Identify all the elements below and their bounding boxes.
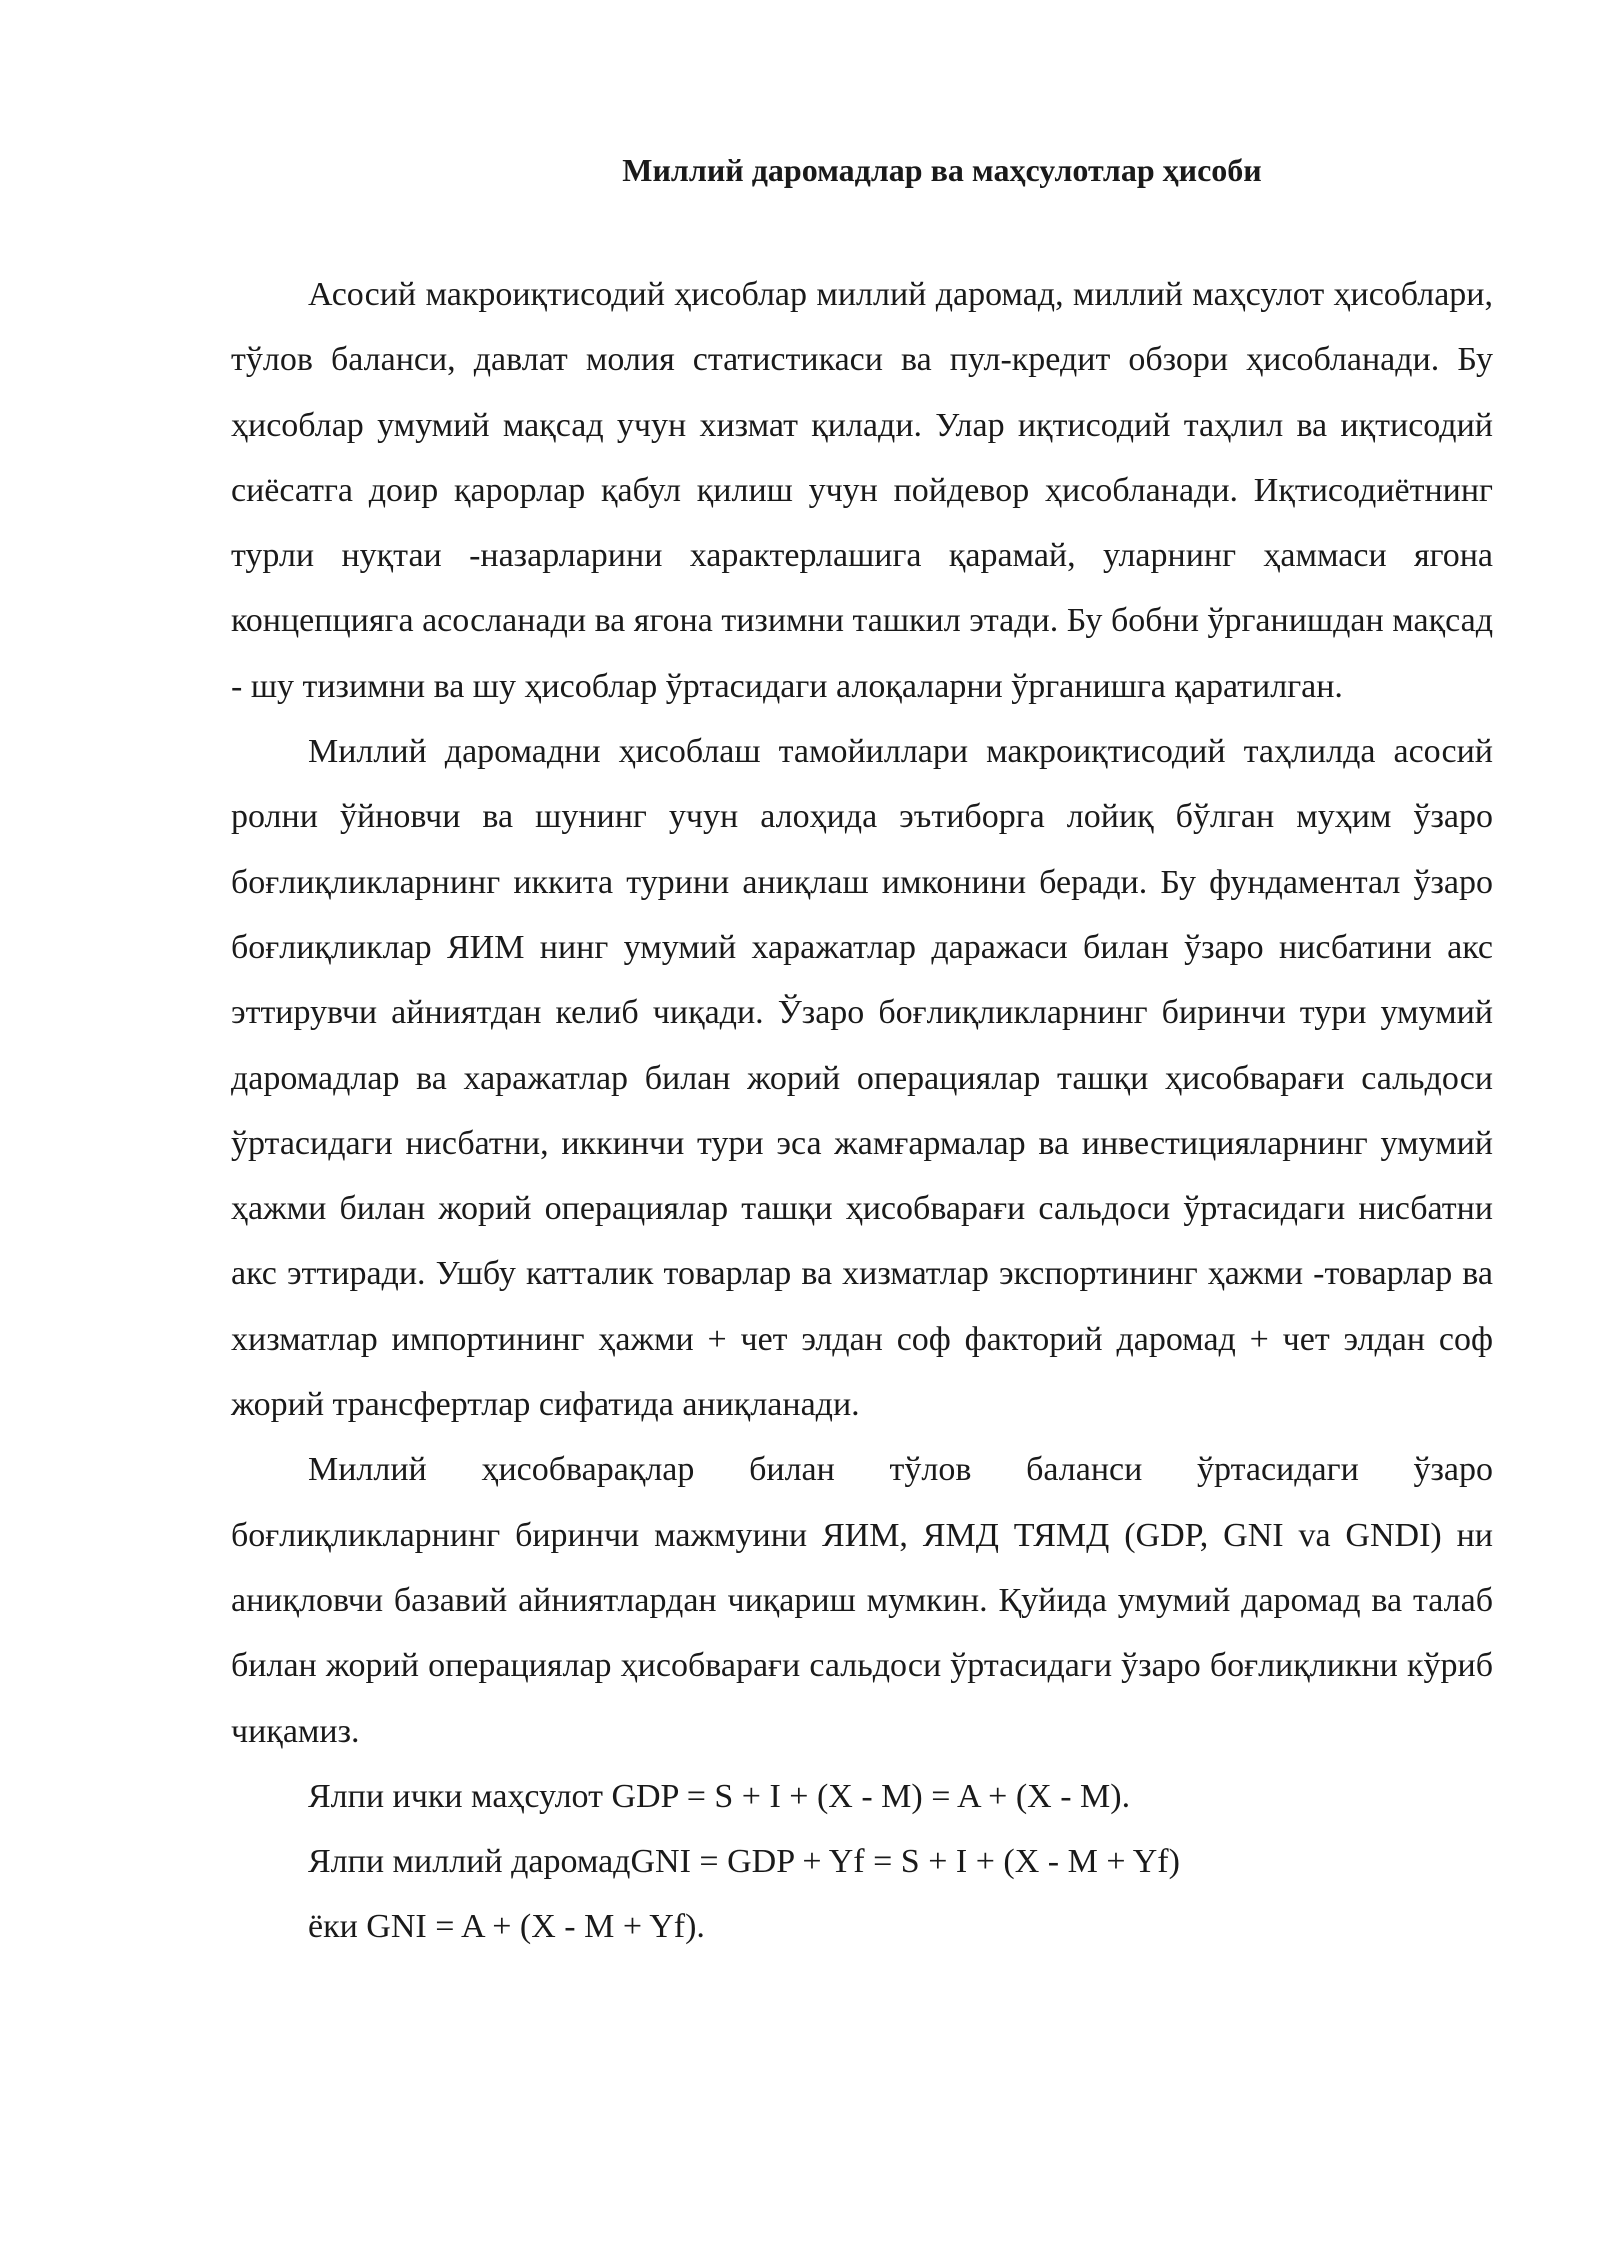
formula-gdp: Ялпи ички маҳсулот GDP = S + I + (X - M) = A + (X - M). bbox=[308, 1777, 1131, 1815]
paragraph-3: Миллий ҳисобварақлар билан тўлов баланси ўртасидаги ўзаро боғлиқликларнинг биринчи мажмуини ЯИМ, ЯМД ТЯМД (GDP, GNI va GNDI) ни аниқловчи базавий айниятлардан чиқариш мумкин. Қуйида умумий даромад ва талаб билан жорий операциялар ҳисобварағи сальдоси ўртасидаги ўзаро боғлиқликни кўриб чиқамиз. bbox=[231, 1451, 1493, 1750]
formula-gni: Ялпи миллий даромадGNI = GDP + Yf = S + I + (X - M + Yf) bbox=[308, 1843, 1180, 1881]
paragraph-2: Миллий даромадни ҳисоблаш тамойиллари макроиқтисодий таҳлилда асосий ролни ўйновчи ва шунинг учун алоҳида эътиборга лойиқ бўлган муҳим ўзаро боғлиқликларнинг иккита турини аниқлаш имконини беради. Бу фундаментал ўзаро боғлиқликлар ЯИМ нинг умумий харажатлар даражаси билан ўзаро нисбатини акс эттирувчи айниятдан келиб чиқади. Ўзаро боғлиқликларнинг биринчи тури умумий даромадлар ва харажатлар билан жорий операциялар ташқи ҳисобварағи сальдоси ўртасидаги нисбатни, иккинчи тури эса жамғармалар ва инвестицияларнинг умумий ҳажми билан жорий операциялар ташқи ҳисобварағи сальдоси ўртасидаги нисбатни акс эттиради. Ушбу катталик товарлар ва хизматлар экспортининг ҳажми -товарлар ва хизматлар импортининг ҳажми + чет элдан соф факторий даромад + чет элдан соф жорий трансфертлар сифатида аниқланади. bbox=[231, 733, 1493, 1424]
document-title: Миллий даромадлар ва маҳсулотлар ҳисоби bbox=[622, 152, 1262, 188]
document-page bbox=[231, 150, 1493, 1960]
paragraph-1: Асосий макроиқтисодий ҳисоблар миллий даромад, миллий маҳсулот ҳисоблари, тўлов баланси, давлат молия статистикаси ва пул-кредит обзори ҳисобланади. Бу ҳисоблар умумий мақсад учун хизмат қилади. Улар иқтисодий таҳлил ва иқтисодий сиёсатга доир қарорлар қабул қилиш учун пойдевор ҳисобланади. Иқтисодиётнинг турли нуқтаи -назарларини характерлашига қарамай, уларнинг ҳаммаси ягона концепцияга асосланади ва ягона тизимни ташкил этади. Бу бобни ўрганишдан мақсад - шу тизимни ва шу ҳисоблар ўртасидаги алоқаларни ўрганишга қаратилган. bbox=[231, 276, 1493, 705]
formula-gni-alt: ёки GNI = A + (X - M + Yf). bbox=[308, 1908, 705, 1946]
